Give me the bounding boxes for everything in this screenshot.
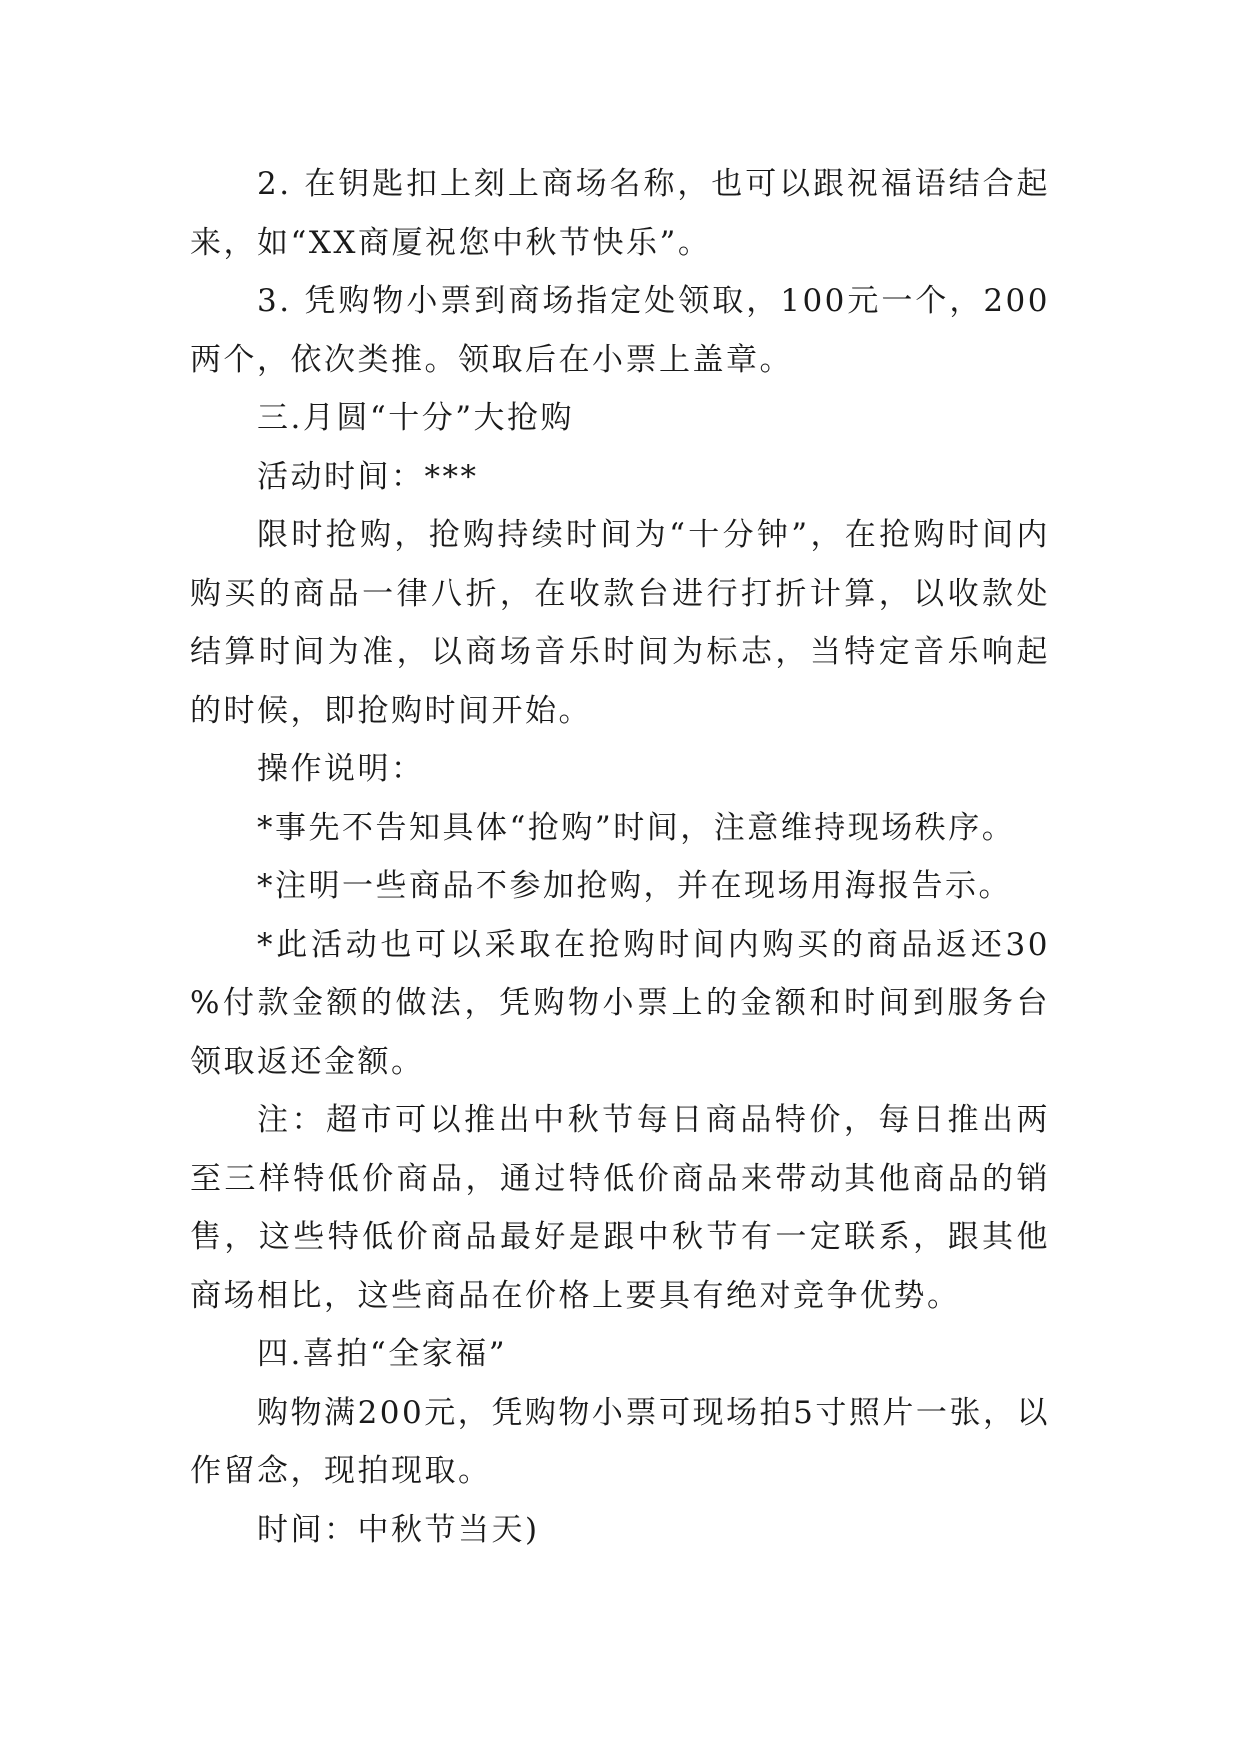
- paragraph-photo-offer: 购物满200元，凭购物小票可现场拍5寸照片一张，以作留念，现拍现取。: [190, 1394, 1050, 1489]
- paragraph-activity-time: 活动时间：***: [257, 458, 479, 495]
- paragraph-keychain-engraving: 2. 在钥匙扣上刻上商场名称，也可以跟祝福语结合起来，如“XX商厦祝您中秋节快乐”。: [190, 166, 1050, 261]
- paragraph-operation-notes-heading: 操作说明：: [257, 751, 425, 787]
- paragraph-supermarket-note: 注：超市可以推出中秋节每日商品特价，每日推出两至三样特低价商品，通过特低价商品来带动其他商品的销售，这些特低价商品最好是跟中秋节有一定联系，跟其他商场相比，这些商品在价格上要具有绝对竞争优势。: [190, 1102, 1050, 1314]
- paragraph-receipt-redemption: 3. 凭购物小票到商场指定处领取，100元一个，200两个，依次类推。领取后在小票上盖章。: [190, 283, 1050, 378]
- bullet-item-cashback-option: *此活动也可以采取在抢购时间内购买的商品返还30%付款金额的做法，凭购物小票上的金额和时间到服务台领取返还金额。: [190, 926, 1050, 1080]
- section-heading-ten-minute-sale: 三.月圆“十分”大抢购: [257, 400, 575, 436]
- bullet-item-excluded-goods: *注明一些商品不参加抢购，并在现场用海报告示。: [257, 868, 1012, 904]
- paragraph-flash-sale-rules: 限时抢购，抢购持续时间为“十分钟”，在抢购时间内购买的商品一律八折，在收款台进行打折计算，以收款处结算时间为准，以商场音乐时间为标志，当特定音乐响起的时候，即抢购时间开始。: [190, 517, 1050, 729]
- paragraph-photo-time: 时间：中秋节当天): [257, 1511, 540, 1548]
- section-heading-family-photo: 四.喜拍“全家福”: [257, 1336, 508, 1372]
- bullet-item-no-advance-notice: *事先不告知具体“抢购”时间，注意维持现场秩序。: [257, 809, 1016, 846]
- document-body: [190, 155, 1050, 1559]
